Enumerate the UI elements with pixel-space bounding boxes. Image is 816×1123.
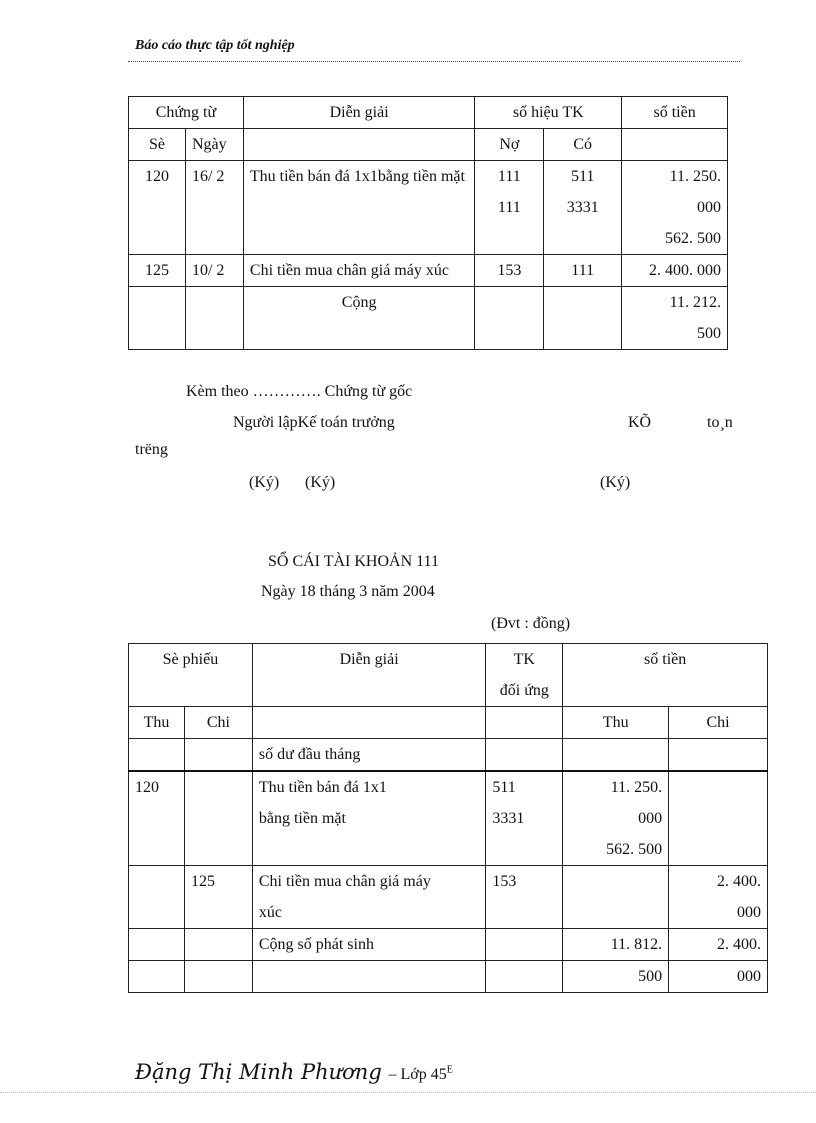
debit-account-line: 111: [497, 168, 521, 185]
receipt-amount: [563, 866, 669, 929]
total-row-continued: [129, 961, 768, 993]
credit-account: [544, 161, 622, 255]
footer-divider: [0, 1092, 816, 1093]
voucher-description: Thu tiền bán đá 1x1bằng tiền mặt: [243, 161, 474, 255]
contra-account-line: 3331: [492, 810, 525, 827]
description-line: bằng tiền mặt: [258, 810, 346, 827]
empty-cell: [486, 961, 563, 993]
payment-amount: [669, 771, 768, 866]
preparer-chief-accountant-label: Người lậpKế toán trưởng: [233, 414, 395, 431]
empty-cell: [544, 287, 622, 350]
amount-line: 500: [697, 325, 721, 342]
amount-line: 562. 500: [665, 230, 721, 247]
header-so: Sè: [129, 129, 186, 161]
total-receipts-continued: 500: [563, 961, 669, 993]
empty-cell: [243, 129, 474, 161]
table-row: [129, 161, 728, 255]
voucher-number: 125: [129, 255, 186, 287]
header-thu-no: Thu: [129, 707, 185, 739]
voucher-description: Chi tiền mua chân giá máy xúc: [243, 255, 474, 287]
empty-cell: [129, 929, 185, 961]
ledger-table: [128, 643, 768, 993]
payment-number: [184, 771, 252, 866]
header-chi-no: Chi: [184, 707, 252, 739]
ledger-title: SỔ CÁI TÀI KHOẢN 111: [268, 553, 439, 570]
opening-balance-row: [129, 739, 768, 772]
header-co: Có: [544, 129, 622, 161]
contra-account: [486, 771, 563, 866]
amount: 2. 400. 000: [622, 255, 728, 287]
total-label: Cộng số phát sinh: [252, 929, 486, 961]
ledger-description: [252, 771, 486, 866]
credit-account: 111: [544, 255, 622, 287]
debit-account: [475, 161, 544, 255]
empty-cell: [184, 929, 252, 961]
header-doi-ung: đối ứng: [499, 682, 549, 699]
director-label-part1: KÕ: [628, 414, 652, 431]
header-thu: Thu: [563, 707, 669, 739]
header-tk: TK: [513, 651, 535, 668]
amount-line: 562. 500: [606, 841, 663, 858]
empty-cell: [129, 961, 185, 993]
payment-number: 125: [184, 866, 252, 929]
header-dien-giai: Diễn giải: [243, 97, 474, 129]
header-so-tien: số tiền: [563, 644, 768, 707]
director-label-part2: to¸n: [707, 414, 733, 431]
header-chi: Chi: [669, 707, 768, 739]
page-header: Báo cáo thực tập tốt nghiệp: [135, 38, 295, 53]
voucher-date: 16/ 2: [185, 161, 243, 255]
total-amount: [622, 287, 728, 350]
ledger-description: [252, 866, 486, 929]
signature-preparer: (Ký): [249, 474, 280, 491]
description-line: xúc: [258, 904, 282, 921]
header-se-phieu: Sè phiếu: [129, 644, 253, 707]
table-row: [129, 255, 728, 287]
empty-cell: [563, 739, 669, 772]
signature-chief-accountant: (Ký): [305, 474, 336, 491]
header-tk-doi-ung: [486, 644, 563, 707]
table-subheader-row: [129, 707, 768, 739]
description-line: Chi tiền mua chân giá máy: [258, 873, 431, 890]
amount-line: 2. 400.: [717, 873, 761, 890]
receipt-number: 120: [129, 771, 185, 866]
amount-line: 11. 212.: [669, 294, 721, 311]
empty-cell: [129, 287, 186, 350]
header-chung-tu: Chứng từ: [129, 97, 244, 129]
empty-cell: [185, 287, 243, 350]
ledger-date: Ngày 18 tháng 3 năm 2004: [261, 583, 435, 600]
header-divider: [128, 61, 740, 62]
class-superscript: E: [446, 1064, 453, 1076]
debit-account-line: 111: [497, 199, 521, 216]
amount-line: 000: [697, 199, 721, 216]
opening-balance-label: số dư đầu tháng: [252, 739, 486, 772]
empty-cell: [486, 707, 563, 739]
voucher-table: [128, 96, 728, 350]
empty-cell: [252, 961, 486, 993]
empty-cell: [184, 961, 252, 993]
total-label: Cộng: [243, 287, 474, 350]
ledger-unit: (Đvt : đồng): [491, 615, 571, 632]
total-row: [129, 287, 728, 350]
total-payments: 2. 400.: [669, 929, 768, 961]
header-ngay: Ngày: [185, 129, 243, 161]
empty-cell: [669, 739, 768, 772]
contra-account: 153: [486, 866, 563, 929]
credit-account-line: 511: [571, 168, 595, 185]
description-line: Thu tiền bán đá 1x1: [258, 779, 387, 796]
amount: [622, 161, 728, 255]
header-so-hieu-tk: số hiệu TK: [475, 97, 622, 129]
total-row: [129, 929, 768, 961]
empty-cell: [475, 287, 544, 350]
header-dien-giai: Diễn giải: [252, 644, 486, 707]
class-label: [388, 1066, 452, 1083]
table-header-row: [129, 644, 768, 707]
empty-cell: [129, 739, 185, 772]
table-header-row: [129, 97, 728, 129]
empty-cell: [184, 739, 252, 772]
page-footer: [135, 1060, 453, 1084]
debit-account: 153: [475, 255, 544, 287]
header-no: Nợ: [475, 129, 544, 161]
table-row: [129, 866, 768, 929]
table-subheader-row: [129, 129, 728, 161]
table-row: [129, 771, 768, 866]
empty-cell: [486, 929, 563, 961]
director-label-part3: trëng: [135, 441, 168, 458]
total-payments-continued: 000: [669, 961, 768, 993]
class-text: – Lớp 45: [388, 1066, 447, 1083]
contra-account-line: 511: [492, 779, 516, 796]
voucher-number: 120: [129, 161, 186, 255]
credit-account-line: 3331: [566, 199, 599, 216]
attached-documents-note: Kèm theo …………. Chứng từ gốc: [186, 383, 413, 400]
amount-line: 000: [638, 810, 663, 827]
total-receipts: 11. 812.: [563, 929, 669, 961]
header-so-tien: số tiền: [622, 97, 728, 129]
amount-line: 000: [737, 904, 761, 921]
empty-cell: [622, 129, 728, 161]
empty-cell: [486, 739, 563, 772]
receipt-amount: [563, 771, 669, 866]
voucher-date: 10/ 2: [185, 255, 243, 287]
receipt-number: [129, 866, 185, 929]
payment-amount: [669, 866, 768, 929]
amount-line: 11. 250.: [669, 168, 721, 185]
signature-director: (Ký): [600, 474, 631, 491]
amount-line: 11. 250.: [610, 779, 663, 796]
empty-cell: [252, 707, 486, 739]
author-name: Đặng Thị Minh Phương: [135, 1060, 382, 1084]
